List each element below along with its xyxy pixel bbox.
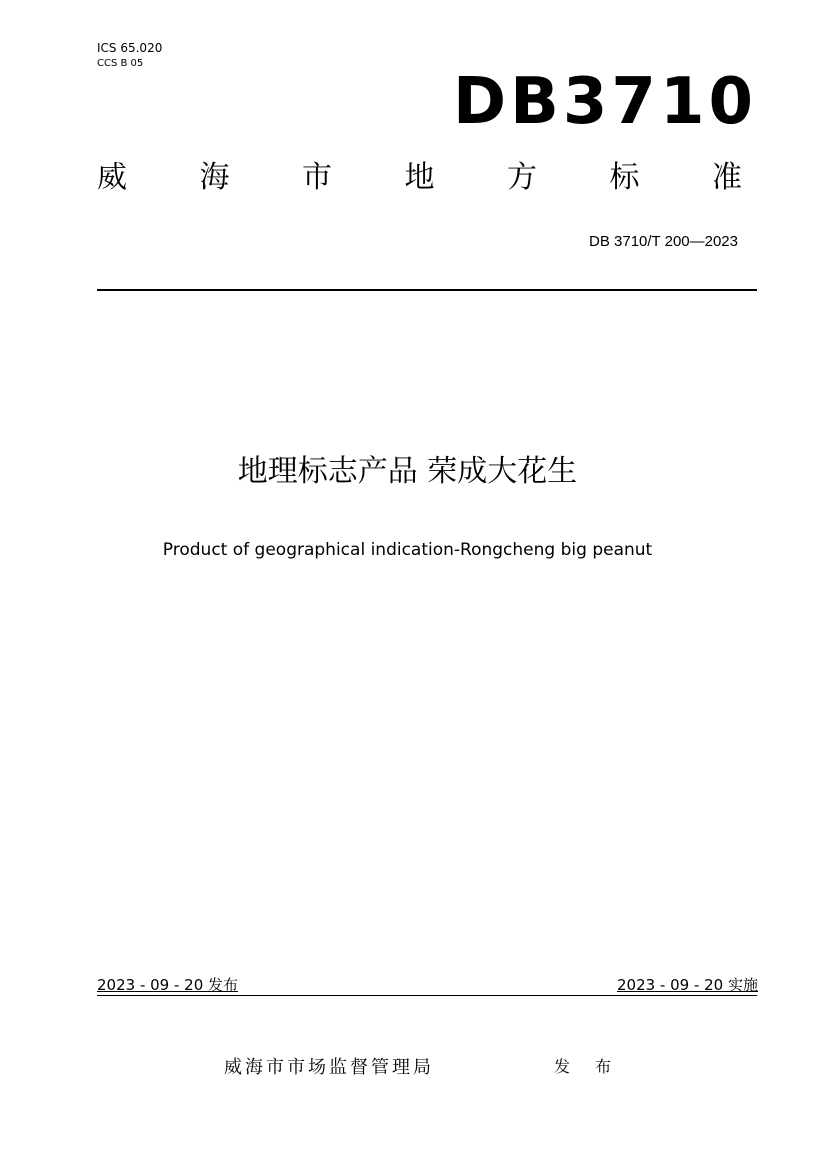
header-divider xyxy=(97,289,757,291)
standard-number: DB 3710/T 200—2023 xyxy=(589,233,738,250)
standard-logo: DB3710 xyxy=(452,65,757,139)
issue-date: 2023 - 09 - 20 发布 xyxy=(97,976,239,994)
standard-type-char: 地 xyxy=(404,160,435,195)
standard-type-char: 准 xyxy=(712,160,742,195)
ccs-code: CCS B 05 xyxy=(97,58,144,69)
issuing-authority: 威海市市场监督管理局 xyxy=(224,1057,434,1078)
standard-type-title xyxy=(97,158,742,198)
issuing-action: 发 布 xyxy=(554,1057,622,1076)
standard-type-char: 标 xyxy=(609,160,640,195)
footer-divider xyxy=(97,995,757,996)
standard-type-char: 海 xyxy=(199,160,230,195)
standard-type-char: 市 xyxy=(302,160,332,195)
standard-type-char: 威 xyxy=(97,160,127,195)
document-subtitle-english: Product of geographical indication-Rongcheng big peanut xyxy=(162,540,653,560)
implementation-date: 2023 - 09 - 20 实施 xyxy=(616,976,758,994)
classification-codes xyxy=(97,41,162,71)
standard-type-char: 方 xyxy=(507,160,537,195)
document-title: 地理标志产品 荣成大花生 xyxy=(237,454,578,489)
ics-code: ICS 65.020 xyxy=(97,41,163,55)
